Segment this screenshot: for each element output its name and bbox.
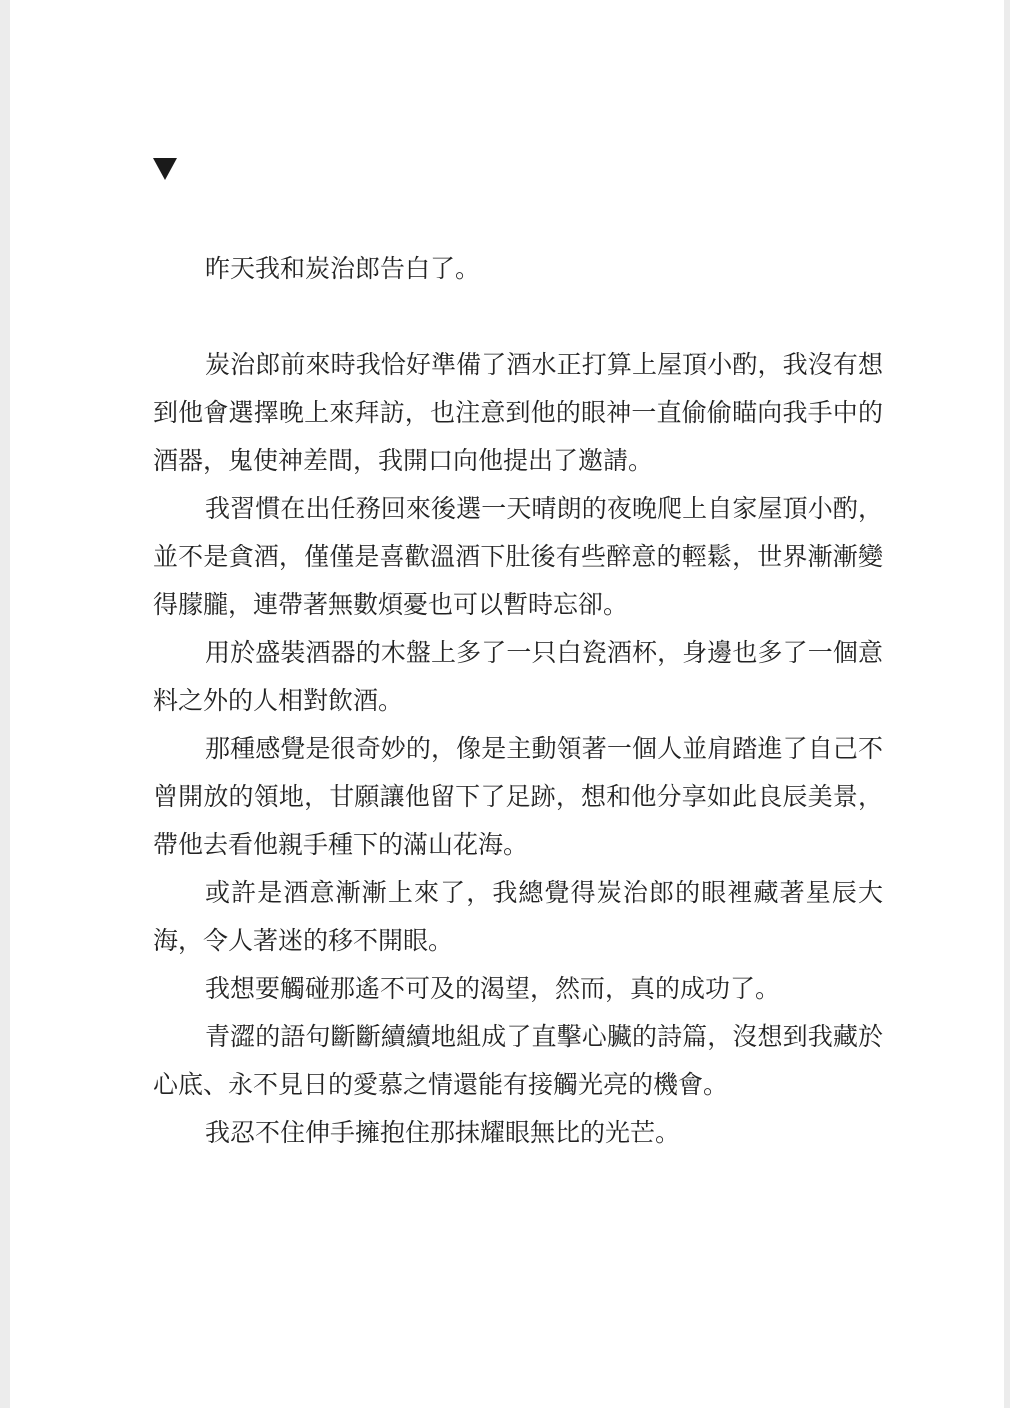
paragraph: 用於盛裝酒器的木盤上多了一只白瓷酒杯，身邊也多了一個意料之外的人相對飲酒。 [153,638,883,715]
paragraph: 炭治郎前來時我恰好準備了酒水正打算上屋頂小酌，我沒有想到他會選擇晚上來拜訪，也注意到他的眼神一直偷偷瞄向我手中的酒器，鬼使神差間，我開口向他提出了邀請。 [153,350,883,475]
body-text [153,245,883,1157]
paragraph: 或許是酒意漸漸上來了，我總覺得炭治郎的眼裡藏著星辰大海，令人著迷的移不開眼。 [153,878,883,955]
document-page [10,0,1004,1408]
paragraph: 那種感覺是很奇妙的，像是主動領著一個人並肩踏進了自己不曾開放的領地，甘願讓他留下了足跡，想和他分享如此良辰美景，帶他去看他親手種下的滿山花海。 [153,734,883,859]
paragraph: 昨天我和炭治郎告白了。 [205,254,481,283]
section-marker-icon [153,158,177,180]
paragraph: 我想要觸碰那遙不可及的渴望，然而，真的成功了。 [205,974,781,1003]
paragraph: 我忍不住伸手擁抱住那抹耀眼無比的光芒。 [205,1118,681,1147]
paragraph: 我習慣在出任務回來後選一天晴朗的夜晚爬上自家屋頂小酌，並不是貪酒，僅僅是喜歡溫酒下肚後有些醉意的輕鬆，世界漸漸變得朦朧，連帶著無數煩憂也可以暫時忘卻。 [153,494,883,619]
paragraph: 青澀的語句斷斷續續地組成了直擊心臟的詩篇，沒想到我藏於心底、永不見日的愛慕之情還能有接觸光亮的機會。 [153,1022,883,1099]
